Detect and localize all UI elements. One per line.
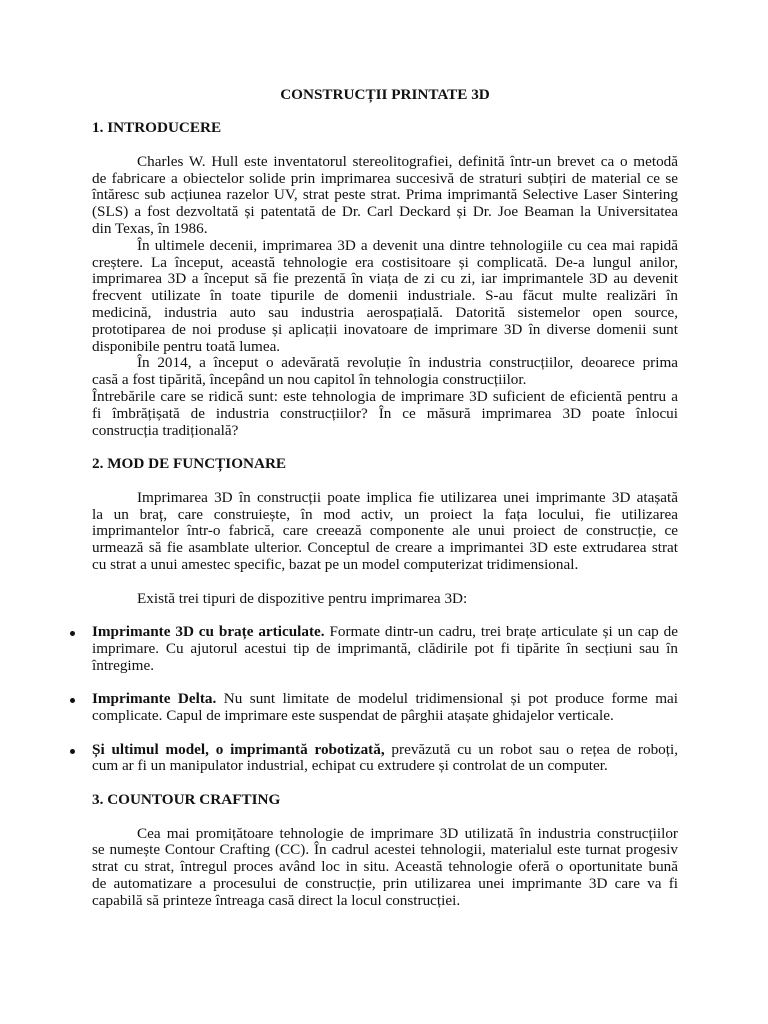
text-line [92, 624, 678, 641]
section-heading: 1. INTRODUCERE [92, 119, 222, 137]
section-heading: 2. MOD DE FUNCȚIONARE [92, 455, 287, 473]
bullet-item [92, 742, 678, 776]
paragraph [92, 355, 678, 389]
bullet-icon [70, 749, 75, 754]
text-line: strat cu strat, întregul proces având loc in situ. Această tehnologie oferă o oportunitate bună [92, 858, 678, 876]
bullet-lead: Imprimante Delta. [92, 690, 217, 708]
text-line: disponibile pentru toată lumea. [92, 337, 281, 355]
text-line: întăresc sub acțiunea razelor UV, strat peste strat. Prima imprimantă Selective Laser Sintering [92, 186, 678, 204]
text-line: complicate. Capul de imprimare este suspendat de pârghii atașate ghidajelor verticale. [92, 707, 614, 725]
text-line: (SLS) a fost dezvoltată și patentată de Dr. Carl Deckard și Dr. Joe Beaman la Universitatea [92, 203, 678, 221]
text-line: se numește Contour Crafting (CC). În cadrul acestei tehnologii, materialul este turnat progesiv [92, 841, 678, 859]
text-line: creștere. La început, această tehnologie era costisitoare și complicată. De-a lungul anilor, [92, 253, 678, 271]
text-line: medicină, industria auto sau industria aerospațială. Datorită sistemelor open source, [92, 303, 678, 321]
text-line: cum ar fi un manipulator industrial, echipat cu extrudere și controlat de un computer. [92, 757, 608, 775]
text-line: întregime. [92, 656, 154, 674]
text-line: În ultimele decenii, imprimarea 3D a devenit una dintre tehnologiile cu cea mai rapidă [137, 236, 678, 254]
document-title: CONSTRUCȚII PRINTATE 3D [280, 85, 490, 103]
text-line: imprimare. Cu ajutorul acestui tip de imprimantă, clădirile pot fi tipărite în secțiuni sau în [92, 639, 678, 657]
paragraph [92, 826, 678, 910]
text-line: Imprimarea 3D în construcții poate implica fie utilizarea unei imprimante 3D atașată [137, 488, 678, 506]
paragraph [92, 154, 678, 238]
document-page [92, 87, 678, 910]
text-line: de automatizare a procesului de construcție, prin utilizarea unei imprimante 3D care va fi [92, 875, 678, 893]
text-line: Charles W. Hull este inventatorul stereolitografiei, definită într-un brevet ca o metodă [137, 152, 678, 170]
bullet-icon [70, 631, 75, 636]
text-line: cu strat a unui amestec specific, bazat pe un model computerizat tridimensional. [92, 555, 579, 573]
bullet-icon [70, 698, 75, 703]
text-line [92, 742, 678, 759]
text-line: imprimarea 3D a început să fie prezentă în viața de zi cu zi, iar imprimantele 3D au devenit [92, 270, 678, 288]
text-line: casă a fost tipărită, începând un nou capitol în tehnologia construcțiilor. [92, 371, 527, 389]
paragraph [92, 238, 678, 356]
text-line [92, 691, 678, 708]
paragraph [92, 490, 678, 574]
text-line: prototiparea de noi produse și aplicații inovatoare de imprimare 3D în diverse domenii sunt [92, 320, 678, 338]
bullet-lead: Imprimante 3D cu brațe articulate. [92, 623, 325, 641]
text-line: Cea mai promițătoare tehnologie de imprimare 3D utilizată în industria construcțiilor [137, 824, 678, 842]
bullet-text: Formate dintr-un cadru, trei brațe articulate și un cap de [329, 623, 678, 641]
text-line: frecvent utilizate în toate tipurile de domenii industriale. S-au făcut multe realizări în [92, 287, 678, 305]
paragraph [92, 389, 678, 439]
paragraph [92, 591, 678, 608]
text-line: Există trei tipuri de dispozitive pentru imprimarea 3D: [137, 589, 468, 607]
text-line: Întrebările care se ridică sunt: este tehnologia de imprimare 3D suficient de eficientă pentru a [92, 387, 678, 405]
text-line: fi îmbrățișată de industria construcțiilor? În ce măsură imprimarea 3D poate înlocui [92, 404, 678, 422]
bullet-lead: Și ultimul model, o imprimantă robotizată, [92, 740, 385, 758]
text-line: În 2014, a început o adevărată revoluție în industria construcțiilor, deoarece prima [137, 354, 678, 372]
text-line: de fabricare a obiectelor solide prin imprimarea succesivă de straturi subțiri de material ce se [92, 169, 678, 187]
bullet-text: prevăzută cu un robot sau o rețea de roboți, [391, 740, 678, 758]
bullet-text: Nu sunt limitate de modelul tridimensional și pot produce forme mai [223, 690, 679, 708]
section-heading: 3. COUNTOUR CRAFTING [92, 791, 281, 809]
text-line: urmează să fie asamblate ulterior. Conceptul de creare a imprimantei 3D este extrudarea strat [92, 539, 678, 557]
bullet-item [92, 624, 678, 674]
bullet-item [92, 691, 678, 725]
text-line: din Texas, în 1986. [92, 219, 208, 237]
text-line: la un braț, care construiește, în mod activ, un proiect la fața locului, fie utilizarea [92, 505, 678, 523]
text-line: capabilă să printeze întreaga casă direct la locul construcției. [92, 891, 461, 909]
text-line: imprimantelor într-o fabrică, care creează componente ale unui proiect de construcție, ce [92, 522, 678, 540]
text-line: construcția tradițională? [92, 421, 239, 439]
